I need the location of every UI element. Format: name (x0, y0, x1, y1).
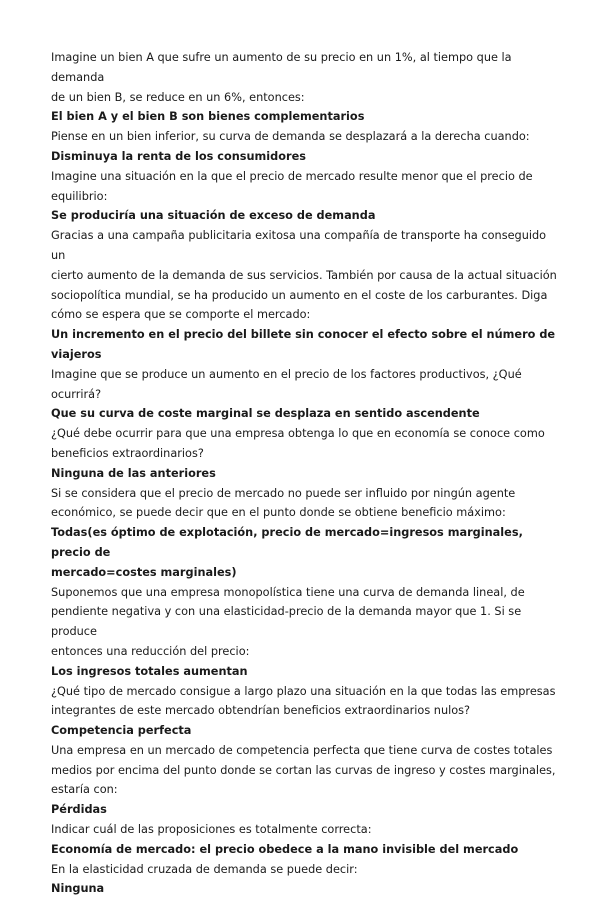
answer-text: Economía de mercado: el precio obedece a la mano invisible del mercado (51, 842, 519, 856)
answer-text: Ninguna (51, 882, 105, 896)
question-text: Gracias a una campaña publicitaria exitosa una compañía de transporte ha conseguido un cierto aumento de la demanda de sus servicios. También por causa de la actual situación sociopolítica mundial, se ha producido un aumento en el coste de los carburantes. Diga cómo se espera que se comporte el mercado: (51, 229, 557, 322)
answer-text: Pérdidas (51, 803, 107, 817)
question-text: Imagine que se produce un aumento en el precio de los factores productivos, ¿Qué ocurrirá? (51, 367, 522, 401)
question-text: Una empresa en un mercado de competencia perfecta que tiene curva de costes totales medios por encima del punto donde se cortan las curvas de ingreso y costes marginales, estaría con: (51, 743, 556, 797)
question-text: Suponemos que una empresa monopolística tiene una curva de demanda lineal, de pendiente negativa y con una elasticidad-precio de la demanda mayor que 1. Si se produce entonces una reducción del precio: (51, 585, 525, 658)
answer-text: El bien A y el bien B son bienes complementarios (51, 110, 365, 124)
question-text: Imagine un bien A que sufre un aumento de su precio en un 1%, al tiempo que la demanda de un bien B, se reduce en un 6%, entonces: (51, 51, 512, 104)
answer-text: Disminuya la renta de los consumidores (51, 149, 306, 163)
answer-text: Los ingresos totales aumentan (51, 664, 248, 678)
question-text: Si se considera que el precio de mercado no puede ser influido por ningún agente económico, se puede decir que en el punto donde se obtiene beneficio máximo: (51, 486, 516, 520)
question-text: En la elasticidad cruzada de demanda se puede decir: (51, 862, 358, 876)
question-text: ¿Qué tipo de mercado consigue a largo plazo una situación en la que todas las empresas integrantes de este mercado obtendrían beneficios extraordinarios nulos? (51, 684, 556, 718)
document-body (51, 48, 563, 899)
answer-text: Competencia perfecta (51, 724, 192, 738)
answer-text: Todas(es óptimo de explotación, precio de mercado=ingresos marginales, precio de mercado=costes marginales) (51, 526, 523, 579)
question-text: Piense en un bien inferior, su curva de demanda se desplazará a la derecha cuando: (51, 130, 530, 144)
answer-text: Que su curva de coste marginal se desplaza en sentido ascendente (51, 407, 480, 421)
answer-text: Ninguna de las anteriores (51, 466, 216, 480)
question-text: ¿Qué debe ocurrir para que una empresa obtenga lo que en economía se conoce como beneficios extraordinarios? (51, 427, 545, 460)
answer-text: Se produciría una situación de exceso de demanda (51, 209, 376, 223)
question-text: Indicar cuál de las proposiciones es totalmente correcta: (51, 823, 372, 837)
question-text: Imagine una situación en la que el precio de mercado resulte menor que el precio de equilibrio: (51, 169, 533, 203)
answer-text: Un incremento en el precio del billete sin conocer el efecto sobre el número de viajeros (51, 328, 556, 361)
